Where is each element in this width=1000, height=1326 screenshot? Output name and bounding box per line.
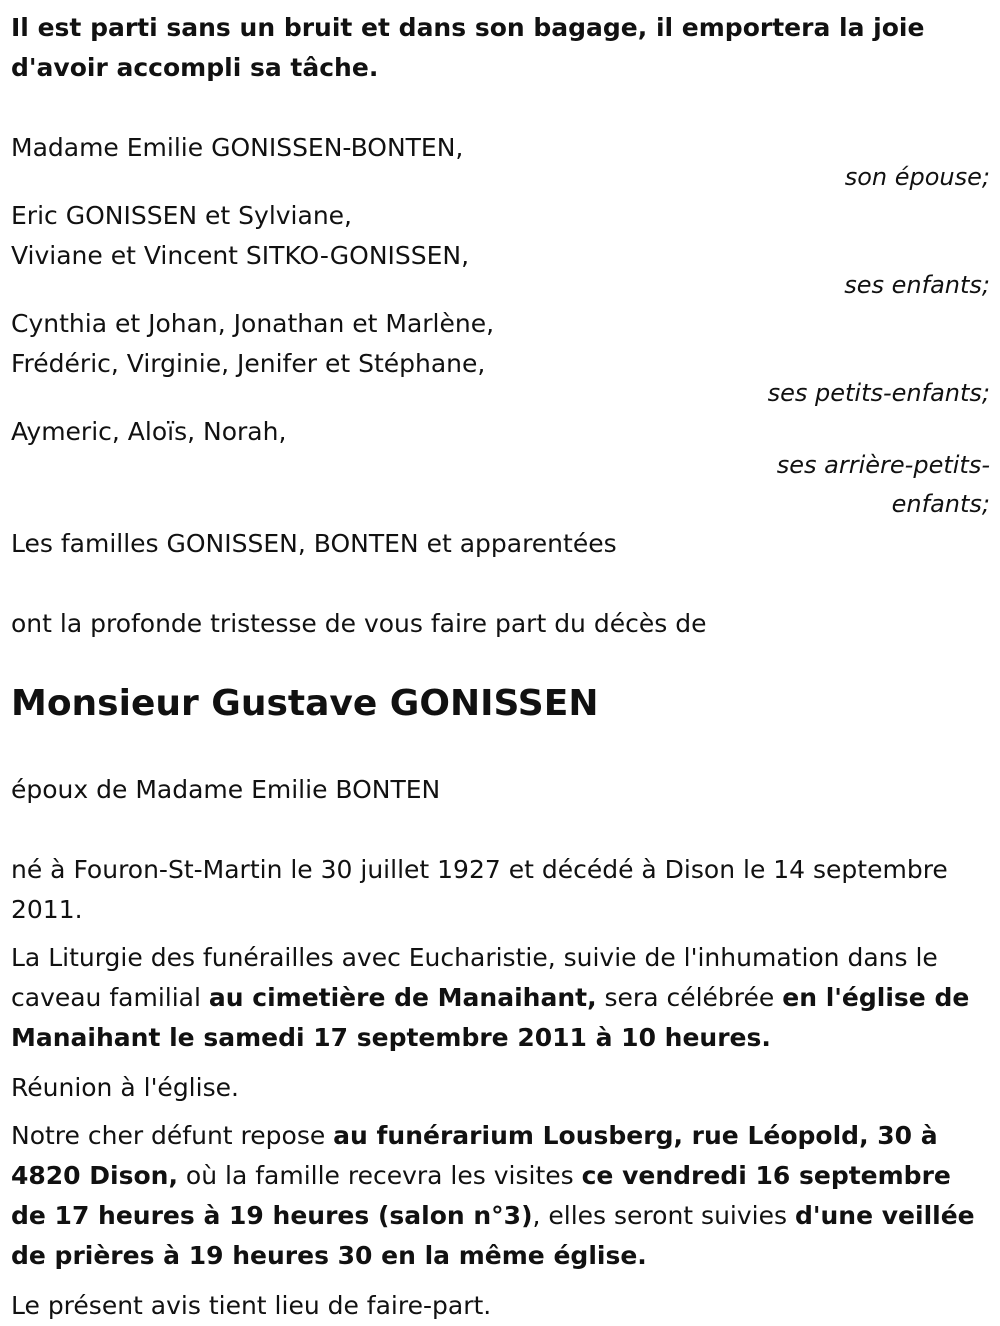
- family-role: son épouse;: [844, 163, 990, 191]
- spouse-line: époux de Madame Emilie BONTEN: [11, 775, 441, 804]
- visits-text-3: , elles seront suivies: [532, 1201, 795, 1230]
- liturgy-church-date: en l'église de Manaihant le samedi 17 septembre 2011 à 10 heures.: [11, 983, 970, 1052]
- family-role: ses petits-enfants;: [767, 379, 990, 407]
- reunion: Réunion à l'église.: [11, 1073, 239, 1102]
- visits-paragraph: [11, 1116, 990, 1276]
- liturgy-cemetery: au cimetière de Manaihant,: [208, 983, 597, 1012]
- visits-text-2: où la famille recevra les visites: [177, 1161, 582, 1190]
- family-name-line: Cynthia et Johan, Jonathan et Marlène,: [11, 309, 495, 338]
- family-name-line: Viviane et Vincent SITKO-GONISSEN,: [11, 241, 470, 270]
- birth-death: né à Fouron-St-Martin le 30 juillet 1927 et décédé à Dison le 14 septembre 2011.: [11, 855, 948, 924]
- epigraph-line-2: d'avoir accompli sa tâche.: [11, 53, 379, 82]
- family-spouse: [11, 128, 990, 194]
- liturgy-paragraph: [11, 938, 990, 1058]
- visits-funerarium: au funérarium Lousberg, rue Léopold, 30 à 4820 Dison,: [11, 1121, 938, 1190]
- family-name-line: Frédéric, Virginie, Jenifer et Stéphane,: [11, 349, 486, 378]
- family-great-grandchildren: [11, 412, 990, 524]
- family-role: ses arrière-petits-enfants;: [776, 451, 990, 518]
- visits-vigil: d'une veillée de prières à 19 heures 30 en la même église.: [11, 1201, 975, 1270]
- family-grandchildren: [11, 304, 990, 410]
- family-role: ses enfants;: [844, 271, 990, 299]
- family-name-line: Madame Emilie GONISSEN-BONTEN,: [11, 133, 464, 162]
- family-children: [11, 196, 990, 302]
- closing-note: Le présent avis tient lieu de faire-part.: [11, 1291, 492, 1320]
- family-name-line: Aymeric, Aloïs, Norah,: [11, 417, 287, 446]
- liturgy-text-1: La Liturgie des funérailles avec Eucharistie, suivie de l'inhumation dans le caveau familial: [11, 943, 938, 1012]
- liturgy-text-2: sera célébrée: [596, 983, 783, 1012]
- visits-date: ce vendredi 16 septembre de 17 heures à 19 heures (salon n°3): [11, 1161, 951, 1230]
- family-name-line: Eric GONISSEN et Sylviane,: [11, 201, 352, 230]
- announcement: ont la profonde tristesse de vous faire part du décès de: [11, 609, 707, 638]
- families-line: Les familles GONISSEN, BONTEN et apparentées: [11, 529, 617, 558]
- visits-text-1: Notre cher défunt repose: [11, 1121, 334, 1150]
- deceased-name: Monsieur Gustave GONISSEN: [11, 683, 599, 724]
- epigraph: [11, 0, 990, 88]
- epigraph-line-1: Il est parti sans un bruit et dans son bagage, il emportera la joie: [11, 13, 925, 42]
